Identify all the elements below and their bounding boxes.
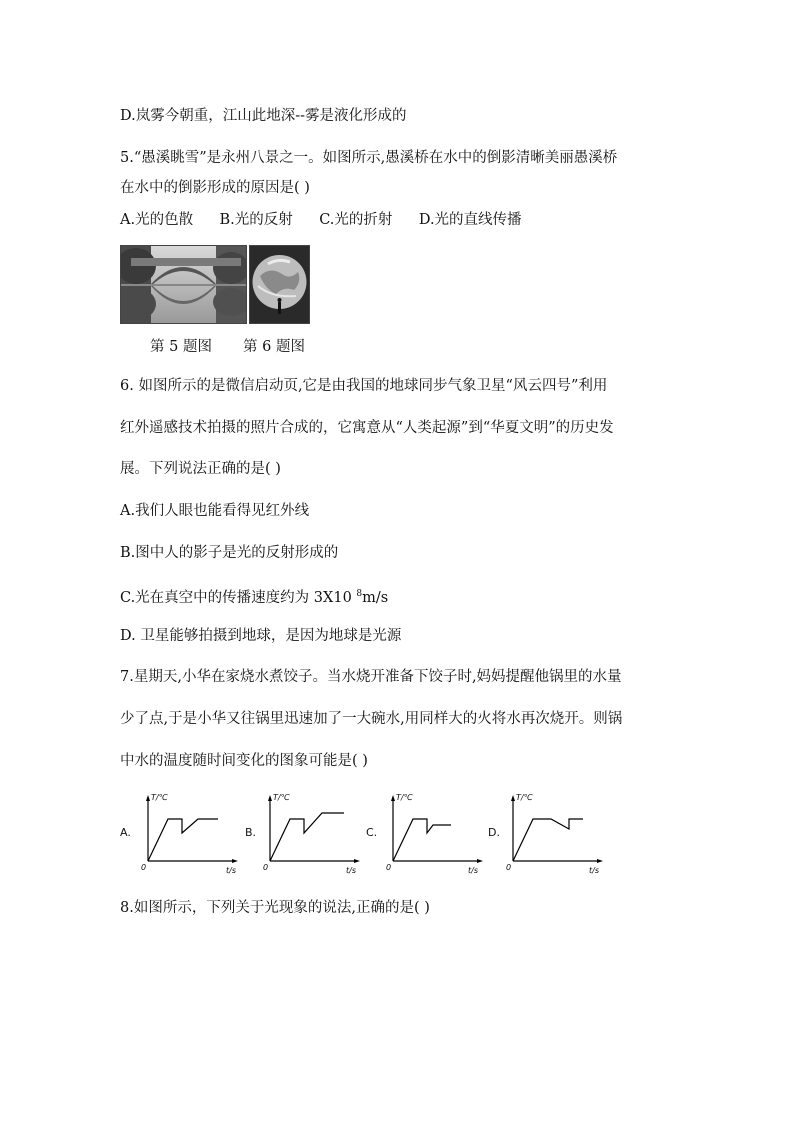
q6-stem-line1: 6. 如图所示的是微信启动页,它是由我国的地球同步气象卫星“风云四号”利用 [120, 378, 608, 394]
q5-options: A.光的色散 B.光的反射 C.光的折射 D.光的直线传播 [120, 212, 522, 228]
graph-d-origin: 0 [506, 863, 512, 872]
graph-c-y-axis-label: T/℃ [396, 793, 413, 802]
graph-a-label: A. [120, 826, 131, 839]
q7-stem-line1: 7.星期天,小华在家烧水煮饺子。当水烧开准备下饺子时,妈妈提醒他锅里的水量 [120, 669, 622, 685]
graph-b-x-axis-label: t/s [346, 866, 356, 875]
graph-c-origin: 0 [386, 863, 392, 872]
graph-b-label: B. [245, 826, 257, 839]
graph-a-x-axis-label: t/s [226, 866, 236, 875]
graph-c-label: C. [366, 826, 378, 839]
q5-stem-line1: 5.“愚溪眺雪”是永州八景之一。如图所示,愚溪桥在水中的倒影清晰美丽愚溪桥 [120, 150, 618, 166]
q6-option-d: D. 卫星能够拍摄到地球，是因为地球是光源 [120, 628, 402, 644]
graph-d-plot [505, 795, 605, 867]
graph-c-x-axis-label: t/s [468, 866, 478, 875]
q5-stem-line2: 在水中的倒影形成的原因是( ) [120, 180, 310, 196]
q7-stem-line3: 中水的温度随时间变化的图象可能是( ) [120, 753, 368, 769]
graph-c-plot [385, 795, 485, 867]
q8-stem-line1: 8.如图所示，下列关于光现象的说法,正确的是( ) [120, 900, 430, 916]
graph-b-y-axis-label: T/℃ [273, 793, 290, 802]
q4-option-d: D.岚雾今朝重，江山此地深--雾是液化形成的 [120, 108, 407, 124]
q7-stem-line2: 少了点,于是小华又往锅里迅速加了一大碗水,用同样大的火将水再次烧开。则锅 [120, 711, 623, 727]
graph-d-label: D. [488, 826, 500, 839]
figure-6-caption: 第 6 题图 [243, 339, 305, 355]
graph-b-origin: 0 [263, 863, 269, 872]
q6-stem-line3: 展。下列说法正确的是( ) [120, 461, 281, 477]
figure-5-caption: 第 5 题图 [150, 339, 212, 355]
graph-a-y-axis-label: T/℃ [151, 793, 168, 802]
q6-option-a: A.我们人眼也能看得见红外线 [120, 503, 310, 519]
graph-d-x-axis-label: t/s [589, 866, 599, 875]
graph-d-y-axis-label: T/℃ [516, 793, 533, 802]
bridge-reflection-photo [120, 245, 247, 324]
earth-photo [249, 245, 310, 324]
q6-option-b: B.图中人的影子是光的反射形成的 [120, 545, 339, 561]
q6-stem-line2: 红外遥感技术拍摄的照片合成的，它寓意从“人类起源”到“华夏文明”的历史发 [120, 420, 614, 436]
q6-option-c: C.光在真空中的传播速度约为 3X10 $^8$m/s [120, 589, 389, 606]
graph-b-plot [262, 795, 362, 867]
graph-a-origin: 0 [141, 863, 147, 872]
graph-a-plot [140, 795, 240, 867]
